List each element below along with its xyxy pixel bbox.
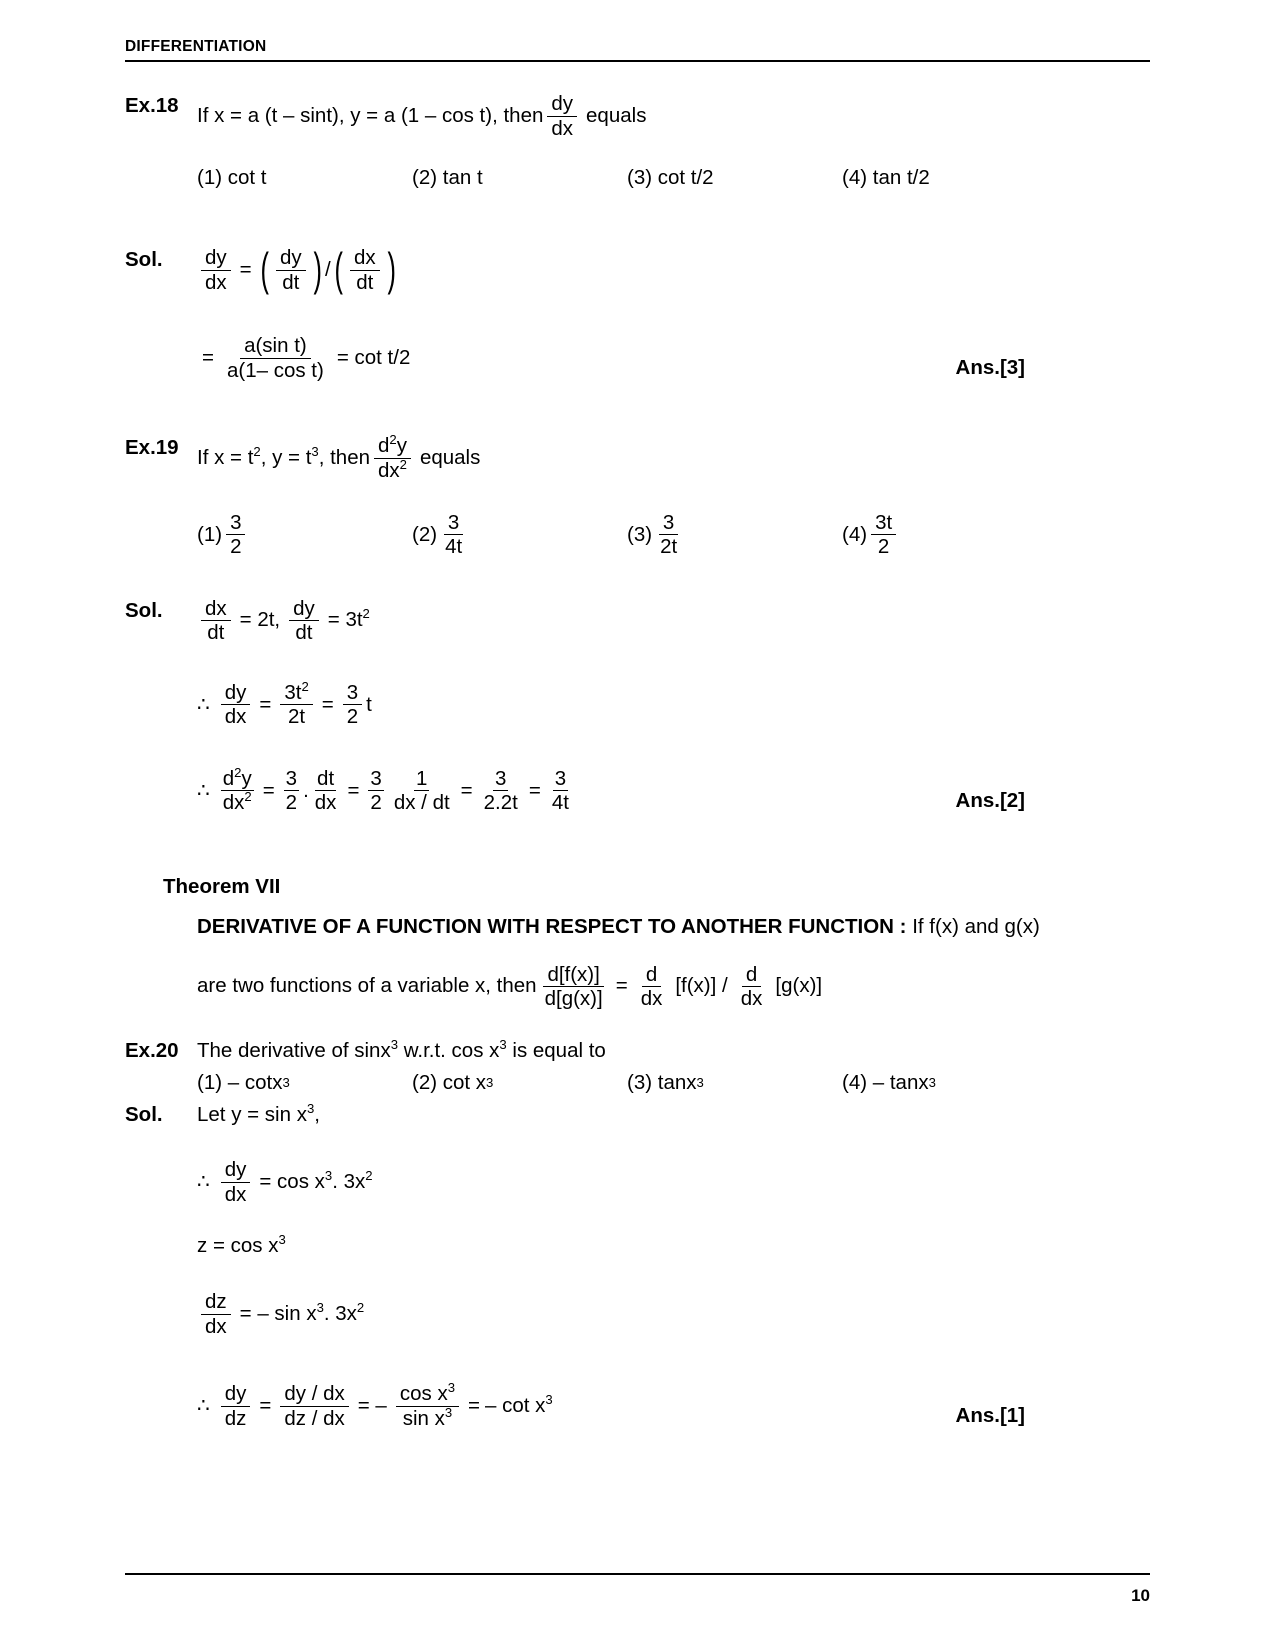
ex19-l2-2t-den: 2t [288,705,306,729]
ex19-l3-3-2b [368,767,383,815]
right-paren-2: ) [387,243,396,296]
ex19-stem-equals: equals [419,446,481,470]
ex19-d2ydx2-fraction [374,434,411,482]
page-header [125,0,1150,62]
ex18-dydx-fraction [547,92,577,140]
ex20-l4-f2-den: dz / dx [284,1406,345,1430]
ex18-sol-dydt-den: dt [282,270,300,294]
theorem-d-num-2: d [742,963,761,988]
ex18-sol-dydx [201,246,231,294]
ex19-option-4-fraction [871,511,896,559]
ex19-l3-1-dxdt [392,767,452,815]
ex19-l3-dxdt-den: dx / dt [393,791,450,815]
ex20-sol-label: Sol. [125,1102,163,1126]
ex20-dydx-dzdx-fraction [280,1382,348,1430]
ex19-l3-eq4: = [528,778,541,802]
ex19-question [125,434,1150,482]
ex18-stem-equals: equals [586,103,647,127]
ex20-dydz-den: dz [224,1406,247,1430]
ex19-l3-eq3: = [460,778,473,802]
footer-divider [125,1573,1150,1575]
ex20-label: Ex.20 [125,1038,179,1062]
ex19-l2-dydx [221,681,251,729]
ex20-solution-line3 [197,1290,1150,1338]
ex19-l2-3t2-2t [280,678,312,729]
ex19-option-3[interactable] [627,511,842,559]
theorem-dx-den-2: dx [740,987,763,1011]
ex18-sol-slash: / [324,257,331,281]
left-paren-1: ( [260,243,269,296]
ex19-solution-line1 [125,597,1150,645]
ex20-dzdx-num: dz [201,1290,231,1315]
ex19-l3-dot: . [303,778,309,802]
theorem-equals: = [615,974,628,998]
ex19-solution-line2 [197,678,1150,729]
ex19-l3-3b-num: 3 [370,766,382,790]
therefore-icon-2: ∴ [197,779,210,802]
ex19-sol-dxdt-den: dt [207,621,225,645]
ex18-option-3[interactable]: (3) cot t/2 [627,166,714,190]
ex19-option-1-label: (1) [197,522,223,546]
ex20-cos-sin-fraction [396,1382,459,1430]
ex19-sol-dydt-num: dy [289,597,319,622]
ex20-option-2-text: (2) cot x [412,1070,487,1094]
ex19-sol-dxdt-num: dx [201,597,231,622]
ex20-sin-den: $\sin x^3$ [402,1404,453,1430]
ex18-option-2[interactable]: (2) tan t [412,166,483,190]
ex18-sol-asint-num: a(sin t) [240,334,311,359]
ex19-sol-tail: = $3t^2$ [327,606,370,632]
page-number: 10 [1131,1586,1150,1605]
ex20-option-3[interactable]: (3) tanx 3 [627,1070,704,1094]
ex18-sol-label: Sol. [125,248,163,272]
ex19-dx2-denominator: $dx^2$ [378,457,407,482]
ex19-option-4-label: (4) [842,522,868,546]
ex18-sol-equals: = [239,257,252,281]
ex19-l2-tail: t [366,692,372,716]
ex20-dydz-num: dy [221,1382,251,1407]
ex19-option-1-num: 3 [226,511,245,536]
theorem-formula-line [197,963,1150,1011]
ex19-l3-d2ydx2 [221,767,254,815]
ex19-label: Ex.19 [125,436,179,460]
ex20-option-1-text: (1) – cotx [197,1070,283,1094]
ex20-solution-line4-wrap [125,1382,1150,1430]
ex19-sol-eq1 [197,597,375,645]
ex20-option-2[interactable]: (2) cot x 3 [412,1070,494,1094]
ex18-stem-text: If x = a (t – sint), y = a (1 – cos t), then [197,103,544,127]
ex19-option-4[interactable] [842,511,1057,559]
ex20-line1-tail: = $\cos x^3$. $3x^2$ [259,1168,373,1193]
ex19-l3-eq1: = [262,778,275,802]
ex20-stem: The derivative of sinx$^3$ w.r.t. $\cos x^3$ is equal to [197,1037,606,1062]
ex19-option-2-den: 4t [445,535,463,559]
ex18-sol-dydt-num: dy [276,246,306,271]
ex19-option-2[interactable] [412,511,627,559]
ex18-sol-dxdt [350,246,380,294]
ex19-stem [197,434,485,482]
ex18-options [197,166,1150,190]
ex19-option-4-den: 2 [877,535,890,559]
ex20-l4-eq3: = [468,1393,480,1417]
ex19-option-3-num: 3 [659,511,678,536]
theorem-tail: If f(x) and g(x) [912,915,1040,939]
ex18-sol-dxdt-num: dx [350,246,380,271]
ex19-option-2-num: 3 [444,511,463,536]
ex19-l3-3-2 [284,767,299,815]
theorem-dx-den-1: dx [640,987,663,1011]
right-paren-1: ) [313,243,322,296]
ex19-l3-3-4t [550,767,571,815]
ex19-option-2-fraction [441,511,466,559]
ex20-l4-f2-num: dy / dx [280,1382,348,1407]
theorem-tail2: [g(x)] [775,974,823,998]
header-title: DIFFERENTIATION [125,38,267,55]
ex20-solution-let [125,1101,1150,1129]
ex20-answer: Ans.[1] [955,1404,1025,1428]
ex18-sol-dydx-den: dx [205,270,227,294]
ex19-l3-1-num: 1 [416,766,428,790]
ex18-label: Ex.18 [125,94,179,118]
ex19-l3-d2y-num: $d^2y$ [222,765,252,790]
ex18-sol-dydt [276,246,306,294]
ex19-l3-2-den: 2 [285,791,298,815]
ex19-stem-text: If $x = t^2$, $y = t^3$, then [197,444,370,470]
ex18-dydx-denominator: dx [551,116,574,140]
ex20-cos-num: $\cos x^3$ [396,1382,459,1407]
ex20-dydx-den: dx [224,1182,247,1206]
ex19-l2-3-2 [343,681,362,729]
ex19-sol-label: Sol. [125,598,163,622]
theorem-formula-pre: are two functions of a variable x, then [197,974,537,998]
ex19-option-2-label: (2) [412,522,438,546]
ex20-let-line: Let $y = \sin x^3$, [197,1100,320,1126]
ex18-sol-eq2-equals: = [202,346,214,370]
ex19-l3-dt-num: dt [317,766,335,790]
ex19-l2-dydx-den: dx [224,705,247,729]
ex19-l3-4t-den: 4t [551,791,569,815]
ex18-solution-line1 [125,243,1150,296]
ex19-sol-mid: = 2t, [239,608,281,632]
theorem-dgx-den: d[g(x)] [544,987,603,1011]
ex20-l4-eq1: = [259,1393,272,1417]
ex19-solution-line3-wrap [125,767,1150,815]
ex20-option-1[interactable]: (1) – cotx 3 [197,1070,290,1094]
ex18-option-1[interactable]: (1) cot t [197,166,267,190]
ex19-d2y-numerator: $d^2y$ [374,434,411,459]
ex20-options [197,1071,1150,1095]
ex19-option-1[interactable] [197,511,412,559]
ex19-answer: Ans.[2] [955,788,1025,812]
ex20-l4-tail: – $\cot x^3$ [484,1392,553,1417]
ex18-answer: Ans.[3] [955,356,1025,380]
ex19-l3-dx2-den: $dx^2$ [222,789,252,815]
ex19-option-1-fraction [226,511,245,559]
ex19-option-3-den: 2t [660,535,678,559]
ex18-sol-asint-den: a(1– cos t) [226,358,324,382]
ex19-l3-22t-den: 2.2t [483,791,518,815]
ex19-l2-eq1: = [259,692,272,716]
ex20-dydx-num: dy [221,1158,251,1183]
ex18-sol-asint-fraction [223,334,328,382]
ex18-option-4[interactable]: (4) tan t/2 [842,166,930,190]
ex19-l2-2-den: 2 [346,705,359,729]
theorem-title: Theorem VII [163,875,281,899]
theorem-ddx-fraction-1 [637,963,667,1011]
ex20-dydz-fraction [221,1382,251,1430]
therefore-icon-4: ∴ [197,1395,210,1418]
ex19-option-3-label: (3) [627,522,653,546]
ex19-l3-3-num: 3 [285,766,298,790]
theorem-statement [197,913,1150,941]
ex19-l3-dx-den: dx [314,791,337,815]
ex18-solution-line2-wrap [125,334,1150,382]
ex18-sol-eq1 [197,243,399,296]
ex19-sol-dxdt [201,597,231,645]
ex19-sol-dydt [289,597,319,645]
ex20-dzdx-fraction [201,1290,231,1338]
theorem-dfx-num: d[f(x)] [543,963,603,988]
ex20-solution-line2: $z = \cos x^3$ [197,1232,286,1258]
ex19-l3-3-22t [482,767,520,815]
theorem-mid: [f(x)] / [675,974,728,998]
theorem-d-num-1: d [642,963,661,988]
therefore-icon-3: ∴ [197,1171,210,1194]
ex19-l2-dydx-num: dy [221,681,251,706]
left-paren-2: ( [334,243,343,296]
ex20-dydx-fraction [221,1158,251,1206]
theorem-heading: DERIVATIVE OF A FUNCTION WITH RESPECT TO ANOTHER FUNCTION : [197,915,907,939]
ex20-l4-eq2: = – [357,1393,387,1417]
ex19-l3-eq2: = [347,778,360,802]
ex19-l3-dtdx [313,767,339,815]
ex19-option-4-num: 3t [871,511,896,536]
ex19-l2-eq2: = [321,692,334,716]
theorem-dfx-dgx-fraction [541,963,607,1011]
ex18-sol-dydx-num: dy [201,246,231,271]
ex18-sol-eq2-tail: = cot t/2 [336,346,411,370]
ex19-l3-3d-num: 3 [554,766,567,790]
ex20-solution-line1 [197,1158,1150,1206]
ex19-l2-3t2-num: $3t^2$ [280,681,312,706]
ex19-option-1-den: 2 [230,535,242,559]
ex19-l2-3-num: 3 [343,681,362,706]
ex19-l3-3c-num: 3 [495,766,507,790]
ex20-option-4-text: (4) – tanx [842,1070,929,1094]
ex20-dzdx-den: dx [205,1314,227,1338]
ex19-l3-2b-den: 2 [370,791,382,815]
ex18-question [125,92,1150,140]
theorem-ddx-fraction-2 [737,963,767,1011]
ex20-line3-tail: = – $\sin x^3$. $3x^2$ [239,1299,365,1325]
ex20-option-3-text: (3) tanx [627,1070,697,1094]
ex18-stem [197,92,651,140]
ex20-option-4[interactable]: (4) – tanx 3 [842,1070,936,1094]
ex19-option-3-fraction [656,511,681,559]
ex18-sol-dxdt-den: dt [356,270,374,294]
ex20-question [125,1037,1150,1065]
ex18-dydx-numerator: dy [547,92,577,117]
ex19-sol-dydt-den: dt [295,621,313,645]
therefore-icon: ∴ [197,693,210,716]
ex19-options [197,511,1150,559]
